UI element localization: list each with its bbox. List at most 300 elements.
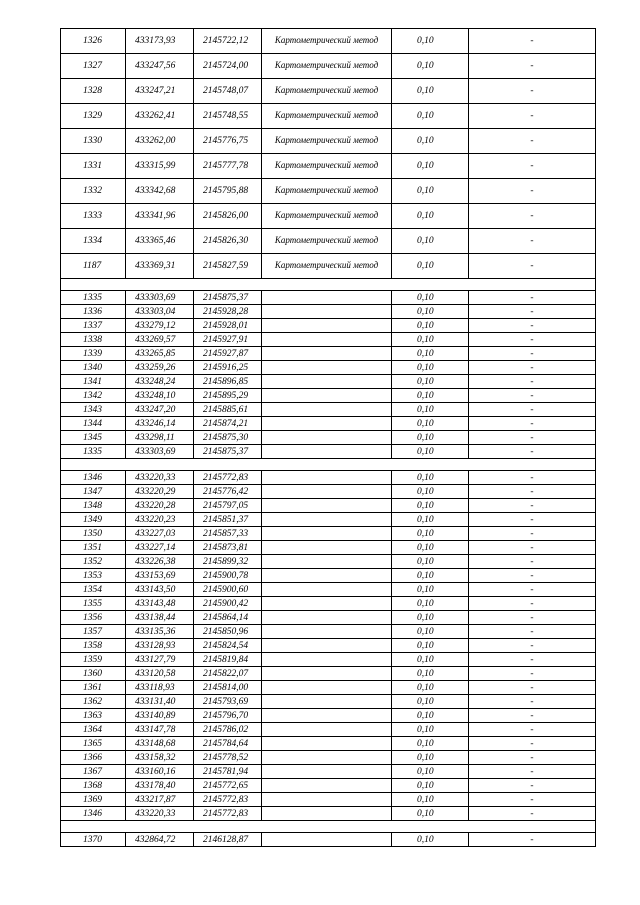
accuracy-cell: 0,10 bbox=[392, 417, 469, 431]
accuracy-cell: 0,10 bbox=[392, 737, 469, 751]
accuracy-cell: 0,10 bbox=[392, 79, 469, 104]
method-cell bbox=[262, 417, 392, 431]
table-row bbox=[61, 204, 596, 229]
method-cell: Картометрический метод bbox=[262, 29, 392, 54]
y-coordinate-cell: 2145748,07 bbox=[194, 79, 262, 104]
point-number-cell: 1353 bbox=[61, 569, 126, 583]
table-row bbox=[61, 104, 596, 129]
method-cell: Картометрический метод bbox=[262, 204, 392, 229]
table-row bbox=[61, 229, 596, 254]
x-coordinate-cell: 433143,50 bbox=[126, 583, 194, 597]
x-coordinate-cell: 433147,78 bbox=[126, 723, 194, 737]
description-cell: - bbox=[469, 319, 596, 333]
accuracy-cell: 0,10 bbox=[392, 793, 469, 807]
description-cell: - bbox=[469, 79, 596, 104]
x-coordinate-cell: 433140,89 bbox=[126, 709, 194, 723]
description-cell: - bbox=[469, 695, 596, 709]
description-cell: - bbox=[469, 305, 596, 319]
y-coordinate-cell: 2145850,96 bbox=[194, 625, 262, 639]
x-coordinate-cell: 433227,03 bbox=[126, 527, 194, 541]
accuracy-cell: 0,10 bbox=[392, 104, 469, 129]
section-separator-row bbox=[61, 821, 596, 833]
description-cell: - bbox=[469, 639, 596, 653]
method-cell bbox=[262, 333, 392, 347]
point-number-cell: 1363 bbox=[61, 709, 126, 723]
accuracy-cell: 0,10 bbox=[392, 583, 469, 597]
method-cell bbox=[262, 807, 392, 821]
table-row bbox=[61, 389, 596, 403]
y-coordinate-cell: 2145776,42 bbox=[194, 485, 262, 499]
y-coordinate-cell: 2145778,52 bbox=[194, 751, 262, 765]
y-coordinate-cell: 2145928,01 bbox=[194, 319, 262, 333]
y-coordinate-cell: 2145772,65 bbox=[194, 779, 262, 793]
x-coordinate-cell: 433158,32 bbox=[126, 751, 194, 765]
x-coordinate-cell: 433247,20 bbox=[126, 403, 194, 417]
description-cell: - bbox=[469, 154, 596, 179]
y-coordinate-cell: 2145896,85 bbox=[194, 375, 262, 389]
accuracy-cell: 0,10 bbox=[392, 431, 469, 445]
point-number-cell: 1348 bbox=[61, 499, 126, 513]
x-coordinate-cell: 433365,46 bbox=[126, 229, 194, 254]
point-number-cell: 1338 bbox=[61, 333, 126, 347]
x-coordinate-cell: 433173,93 bbox=[126, 29, 194, 54]
x-coordinate-cell: 433341,96 bbox=[126, 204, 194, 229]
accuracy-cell: 0,10 bbox=[392, 485, 469, 499]
y-coordinate-cell: 2145927,91 bbox=[194, 333, 262, 347]
separator-cell bbox=[126, 459, 194, 471]
x-coordinate-cell: 433143,48 bbox=[126, 597, 194, 611]
accuracy-cell: 0,10 bbox=[392, 653, 469, 667]
x-coordinate-cell: 433118,93 bbox=[126, 681, 194, 695]
y-coordinate-cell: 2145826,30 bbox=[194, 229, 262, 254]
accuracy-cell: 0,10 bbox=[392, 597, 469, 611]
point-number-cell: 1332 bbox=[61, 179, 126, 204]
x-coordinate-cell: 433135,36 bbox=[126, 625, 194, 639]
description-cell: - bbox=[469, 807, 596, 821]
y-coordinate-cell: 2145772,83 bbox=[194, 807, 262, 821]
table-row bbox=[61, 765, 596, 779]
point-number-cell: 1349 bbox=[61, 513, 126, 527]
description-cell: - bbox=[469, 291, 596, 305]
y-coordinate-cell: 2145777,78 bbox=[194, 154, 262, 179]
description-cell: - bbox=[469, 431, 596, 445]
point-number-cell: 1359 bbox=[61, 653, 126, 667]
method-cell bbox=[262, 431, 392, 445]
table-row bbox=[61, 751, 596, 765]
accuracy-cell: 0,10 bbox=[392, 779, 469, 793]
x-coordinate-cell: 433178,40 bbox=[126, 779, 194, 793]
point-number-cell: 1367 bbox=[61, 765, 126, 779]
description-cell: - bbox=[469, 54, 596, 79]
accuracy-cell: 0,10 bbox=[392, 527, 469, 541]
separator-cell bbox=[126, 279, 194, 291]
point-number-cell: 1343 bbox=[61, 403, 126, 417]
description-cell: - bbox=[469, 445, 596, 459]
separator-cell bbox=[262, 459, 392, 471]
point-number-cell: 1355 bbox=[61, 597, 126, 611]
point-number-cell: 1366 bbox=[61, 751, 126, 765]
accuracy-cell: 0,10 bbox=[392, 667, 469, 681]
x-coordinate-cell: 433148,68 bbox=[126, 737, 194, 751]
y-coordinate-cell: 2145875,37 bbox=[194, 445, 262, 459]
description-cell: - bbox=[469, 709, 596, 723]
y-coordinate-cell: 2145900,78 bbox=[194, 569, 262, 583]
accuracy-cell: 0,10 bbox=[392, 765, 469, 779]
point-number-cell: 1358 bbox=[61, 639, 126, 653]
method-cell bbox=[262, 611, 392, 625]
point-number-cell: 1330 bbox=[61, 129, 126, 154]
point-number-cell: 1327 bbox=[61, 54, 126, 79]
method-cell bbox=[262, 513, 392, 527]
y-coordinate-cell: 2145772,83 bbox=[194, 471, 262, 485]
accuracy-cell: 0,10 bbox=[392, 291, 469, 305]
point-number-cell: 1340 bbox=[61, 361, 126, 375]
method-cell: Картометрический метод bbox=[262, 179, 392, 204]
table-row bbox=[61, 513, 596, 527]
y-coordinate-cell: 2145873,81 bbox=[194, 541, 262, 555]
description-cell: - bbox=[469, 653, 596, 667]
point-number-cell: 1337 bbox=[61, 319, 126, 333]
method-cell bbox=[262, 361, 392, 375]
description-cell: - bbox=[469, 541, 596, 555]
x-coordinate-cell: 433262,00 bbox=[126, 129, 194, 154]
accuracy-cell: 0,10 bbox=[392, 254, 469, 279]
description-cell: - bbox=[469, 723, 596, 737]
description-cell: - bbox=[469, 625, 596, 639]
separator-cell bbox=[262, 821, 392, 833]
y-coordinate-cell: 2145875,37 bbox=[194, 291, 262, 305]
separator-cell bbox=[469, 279, 596, 291]
y-coordinate-cell: 2145864,14 bbox=[194, 611, 262, 625]
table-row bbox=[61, 709, 596, 723]
table-row bbox=[61, 347, 596, 361]
method-cell bbox=[262, 639, 392, 653]
point-number-cell: 1370 bbox=[61, 833, 126, 847]
description-cell: - bbox=[469, 29, 596, 54]
method-cell bbox=[262, 305, 392, 319]
point-number-cell: 1336 bbox=[61, 305, 126, 319]
point-number-cell: 1356 bbox=[61, 611, 126, 625]
accuracy-cell: 0,10 bbox=[392, 611, 469, 625]
description-cell: - bbox=[469, 611, 596, 625]
description-cell: - bbox=[469, 527, 596, 541]
x-coordinate-cell: 433279,12 bbox=[126, 319, 194, 333]
x-coordinate-cell: 433127,79 bbox=[126, 653, 194, 667]
description-cell: - bbox=[469, 204, 596, 229]
accuracy-cell: 0,10 bbox=[392, 361, 469, 375]
description-cell: - bbox=[469, 389, 596, 403]
accuracy-cell: 0,10 bbox=[392, 625, 469, 639]
y-coordinate-cell: 2145885,61 bbox=[194, 403, 262, 417]
table-row bbox=[61, 54, 596, 79]
table-row bbox=[61, 779, 596, 793]
y-coordinate-cell: 2145927,87 bbox=[194, 347, 262, 361]
accuracy-cell: 0,10 bbox=[392, 204, 469, 229]
y-coordinate-cell: 2145819,84 bbox=[194, 653, 262, 667]
description-cell: - bbox=[469, 417, 596, 431]
description-cell: - bbox=[469, 737, 596, 751]
table-row bbox=[61, 431, 596, 445]
y-coordinate-cell: 2145786,02 bbox=[194, 723, 262, 737]
description-cell: - bbox=[469, 833, 596, 847]
x-coordinate-cell: 433120,58 bbox=[126, 667, 194, 681]
x-coordinate-cell: 433246,14 bbox=[126, 417, 194, 431]
method-cell bbox=[262, 765, 392, 779]
y-coordinate-cell: 2145900,42 bbox=[194, 597, 262, 611]
x-coordinate-cell: 433303,04 bbox=[126, 305, 194, 319]
separator-cell bbox=[392, 459, 469, 471]
point-number-cell: 1328 bbox=[61, 79, 126, 104]
x-coordinate-cell: 433217,87 bbox=[126, 793, 194, 807]
point-number-cell: 1187 bbox=[61, 254, 126, 279]
point-number-cell: 1342 bbox=[61, 389, 126, 403]
description-cell: - bbox=[469, 513, 596, 527]
x-coordinate-cell: 433227,14 bbox=[126, 541, 194, 555]
y-coordinate-cell: 2145851,37 bbox=[194, 513, 262, 527]
x-coordinate-cell: 433315,99 bbox=[126, 154, 194, 179]
point-number-cell: 1369 bbox=[61, 793, 126, 807]
y-coordinate-cell: 2145722,12 bbox=[194, 29, 262, 54]
method-cell bbox=[262, 445, 392, 459]
point-number-cell: 1352 bbox=[61, 555, 126, 569]
method-cell bbox=[262, 597, 392, 611]
section-separator-row bbox=[61, 459, 596, 471]
accuracy-cell: 0,10 bbox=[392, 389, 469, 403]
x-coordinate-cell: 433248,10 bbox=[126, 389, 194, 403]
method-cell bbox=[262, 583, 392, 597]
accuracy-cell: 0,10 bbox=[392, 154, 469, 179]
x-coordinate-cell: 432864,72 bbox=[126, 833, 194, 847]
y-coordinate-cell: 2145822,07 bbox=[194, 667, 262, 681]
method-cell bbox=[262, 723, 392, 737]
description-cell: - bbox=[469, 179, 596, 204]
separator-cell bbox=[262, 279, 392, 291]
description-cell: - bbox=[469, 779, 596, 793]
description-cell: - bbox=[469, 555, 596, 569]
x-coordinate-cell: 433220,33 bbox=[126, 807, 194, 821]
accuracy-cell: 0,10 bbox=[392, 229, 469, 254]
method-cell bbox=[262, 737, 392, 751]
y-coordinate-cell: 2145827,59 bbox=[194, 254, 262, 279]
y-coordinate-cell: 2145826,00 bbox=[194, 204, 262, 229]
description-cell: - bbox=[469, 569, 596, 583]
point-number-cell: 1335 bbox=[61, 291, 126, 305]
y-coordinate-cell: 2145895,29 bbox=[194, 389, 262, 403]
separator-cell bbox=[392, 821, 469, 833]
table-row bbox=[61, 254, 596, 279]
x-coordinate-cell: 433259,26 bbox=[126, 361, 194, 375]
table-row bbox=[61, 154, 596, 179]
x-coordinate-cell: 433247,56 bbox=[126, 54, 194, 79]
description-cell: - bbox=[469, 583, 596, 597]
table-row bbox=[61, 695, 596, 709]
x-coordinate-cell: 433220,28 bbox=[126, 499, 194, 513]
accuracy-cell: 0,10 bbox=[392, 681, 469, 695]
accuracy-cell: 0,10 bbox=[392, 319, 469, 333]
table-row bbox=[61, 471, 596, 485]
table-row bbox=[61, 29, 596, 54]
description-cell: - bbox=[469, 681, 596, 695]
y-coordinate-cell: 2145928,28 bbox=[194, 305, 262, 319]
x-coordinate-cell: 433220,23 bbox=[126, 513, 194, 527]
accuracy-cell: 0,10 bbox=[392, 305, 469, 319]
accuracy-cell: 0,10 bbox=[392, 639, 469, 653]
method-cell: Картометрический метод bbox=[262, 54, 392, 79]
coordinates-table bbox=[60, 28, 596, 847]
method-cell bbox=[262, 709, 392, 723]
x-coordinate-cell: 433153,69 bbox=[126, 569, 194, 583]
table-row bbox=[61, 807, 596, 821]
y-coordinate-cell: 2145776,75 bbox=[194, 129, 262, 154]
accuracy-cell: 0,10 bbox=[392, 709, 469, 723]
accuracy-cell: 0,10 bbox=[392, 695, 469, 709]
y-coordinate-cell: 2145899,32 bbox=[194, 555, 262, 569]
y-coordinate-cell: 2145793,69 bbox=[194, 695, 262, 709]
method-cell bbox=[262, 751, 392, 765]
y-coordinate-cell: 2145874,21 bbox=[194, 417, 262, 431]
accuracy-cell: 0,10 bbox=[392, 723, 469, 737]
accuracy-cell: 0,10 bbox=[392, 333, 469, 347]
description-cell: - bbox=[469, 667, 596, 681]
x-coordinate-cell: 433303,69 bbox=[126, 291, 194, 305]
accuracy-cell: 0,10 bbox=[392, 499, 469, 513]
accuracy-cell: 0,10 bbox=[392, 29, 469, 54]
description-cell: - bbox=[469, 254, 596, 279]
method-cell bbox=[262, 375, 392, 389]
accuracy-cell: 0,10 bbox=[392, 403, 469, 417]
accuracy-cell: 0,10 bbox=[392, 807, 469, 821]
table-row bbox=[61, 611, 596, 625]
table-row bbox=[61, 667, 596, 681]
point-number-cell: 1364 bbox=[61, 723, 126, 737]
accuracy-cell: 0,10 bbox=[392, 833, 469, 847]
separator-cell bbox=[469, 459, 596, 471]
y-coordinate-cell: 2146128,87 bbox=[194, 833, 262, 847]
description-cell: - bbox=[469, 471, 596, 485]
method-cell bbox=[262, 347, 392, 361]
table-row bbox=[61, 179, 596, 204]
description-cell: - bbox=[469, 361, 596, 375]
x-coordinate-cell: 433342,68 bbox=[126, 179, 194, 204]
y-coordinate-cell: 2145875,30 bbox=[194, 431, 262, 445]
y-coordinate-cell: 2145900,60 bbox=[194, 583, 262, 597]
table-row bbox=[61, 499, 596, 513]
y-coordinate-cell: 2145748,55 bbox=[194, 104, 262, 129]
method-cell bbox=[262, 499, 392, 513]
separator-cell bbox=[469, 821, 596, 833]
method-cell bbox=[262, 485, 392, 499]
table-row bbox=[61, 597, 596, 611]
point-number-cell: 1329 bbox=[61, 104, 126, 129]
accuracy-cell: 0,10 bbox=[392, 751, 469, 765]
table-row bbox=[61, 417, 596, 431]
table-row bbox=[61, 639, 596, 653]
table-row bbox=[61, 737, 596, 751]
description-cell: - bbox=[469, 333, 596, 347]
method-cell: Картометрический метод bbox=[262, 254, 392, 279]
table-row bbox=[61, 833, 596, 847]
x-coordinate-cell: 433160,16 bbox=[126, 765, 194, 779]
point-number-cell: 1362 bbox=[61, 695, 126, 709]
accuracy-cell: 0,10 bbox=[392, 129, 469, 154]
y-coordinate-cell: 2145916,25 bbox=[194, 361, 262, 375]
coordinates-table-body bbox=[61, 29, 596, 847]
table-row bbox=[61, 625, 596, 639]
description-cell: - bbox=[469, 403, 596, 417]
description-cell: - bbox=[469, 793, 596, 807]
table-row bbox=[61, 541, 596, 555]
point-number-cell: 1368 bbox=[61, 779, 126, 793]
point-number-cell: 1334 bbox=[61, 229, 126, 254]
description-cell: - bbox=[469, 499, 596, 513]
y-coordinate-cell: 2145857,33 bbox=[194, 527, 262, 541]
description-cell: - bbox=[469, 229, 596, 254]
method-cell bbox=[262, 403, 392, 417]
table-row bbox=[61, 485, 596, 499]
separator-cell bbox=[194, 459, 262, 471]
table-row bbox=[61, 333, 596, 347]
y-coordinate-cell: 2145772,83 bbox=[194, 793, 262, 807]
accuracy-cell: 0,10 bbox=[392, 445, 469, 459]
table-row bbox=[61, 375, 596, 389]
point-number-cell: 1351 bbox=[61, 541, 126, 555]
point-number-cell: 1347 bbox=[61, 485, 126, 499]
point-number-cell: 1357 bbox=[61, 625, 126, 639]
x-coordinate-cell: 433269,57 bbox=[126, 333, 194, 347]
point-number-cell: 1350 bbox=[61, 527, 126, 541]
table-row bbox=[61, 319, 596, 333]
method-cell: Картометрический метод bbox=[262, 104, 392, 129]
accuracy-cell: 0,10 bbox=[392, 541, 469, 555]
y-coordinate-cell: 2145781,94 bbox=[194, 765, 262, 779]
table-row bbox=[61, 361, 596, 375]
separator-cell bbox=[126, 821, 194, 833]
point-number-cell: 1346 bbox=[61, 471, 126, 485]
y-coordinate-cell: 2145814,00 bbox=[194, 681, 262, 695]
point-number-cell: 1365 bbox=[61, 737, 126, 751]
section-separator-row bbox=[61, 279, 596, 291]
method-cell: Картометрический метод bbox=[262, 229, 392, 254]
table-row bbox=[61, 79, 596, 104]
x-coordinate-cell: 433226,38 bbox=[126, 555, 194, 569]
method-cell bbox=[262, 291, 392, 305]
method-cell bbox=[262, 793, 392, 807]
table-row bbox=[61, 445, 596, 459]
description-cell: - bbox=[469, 485, 596, 499]
y-coordinate-cell: 2145796,70 bbox=[194, 709, 262, 723]
point-number-cell: 1354 bbox=[61, 583, 126, 597]
x-coordinate-cell: 433303,69 bbox=[126, 445, 194, 459]
separator-cell bbox=[392, 279, 469, 291]
point-number-cell: 1335 bbox=[61, 445, 126, 459]
description-cell: - bbox=[469, 375, 596, 389]
method-cell bbox=[262, 695, 392, 709]
y-coordinate-cell: 2145824,54 bbox=[194, 639, 262, 653]
point-number-cell: 1344 bbox=[61, 417, 126, 431]
separator-cell bbox=[61, 821, 126, 833]
y-coordinate-cell: 2145797,05 bbox=[194, 499, 262, 513]
table-row bbox=[61, 793, 596, 807]
table-row bbox=[61, 681, 596, 695]
accuracy-cell: 0,10 bbox=[392, 54, 469, 79]
method-cell bbox=[262, 555, 392, 569]
x-coordinate-cell: 433265,85 bbox=[126, 347, 194, 361]
description-cell: - bbox=[469, 129, 596, 154]
point-number-cell: 1326 bbox=[61, 29, 126, 54]
y-coordinate-cell: 2145795,88 bbox=[194, 179, 262, 204]
table-row bbox=[61, 723, 596, 737]
table-row bbox=[61, 583, 596, 597]
